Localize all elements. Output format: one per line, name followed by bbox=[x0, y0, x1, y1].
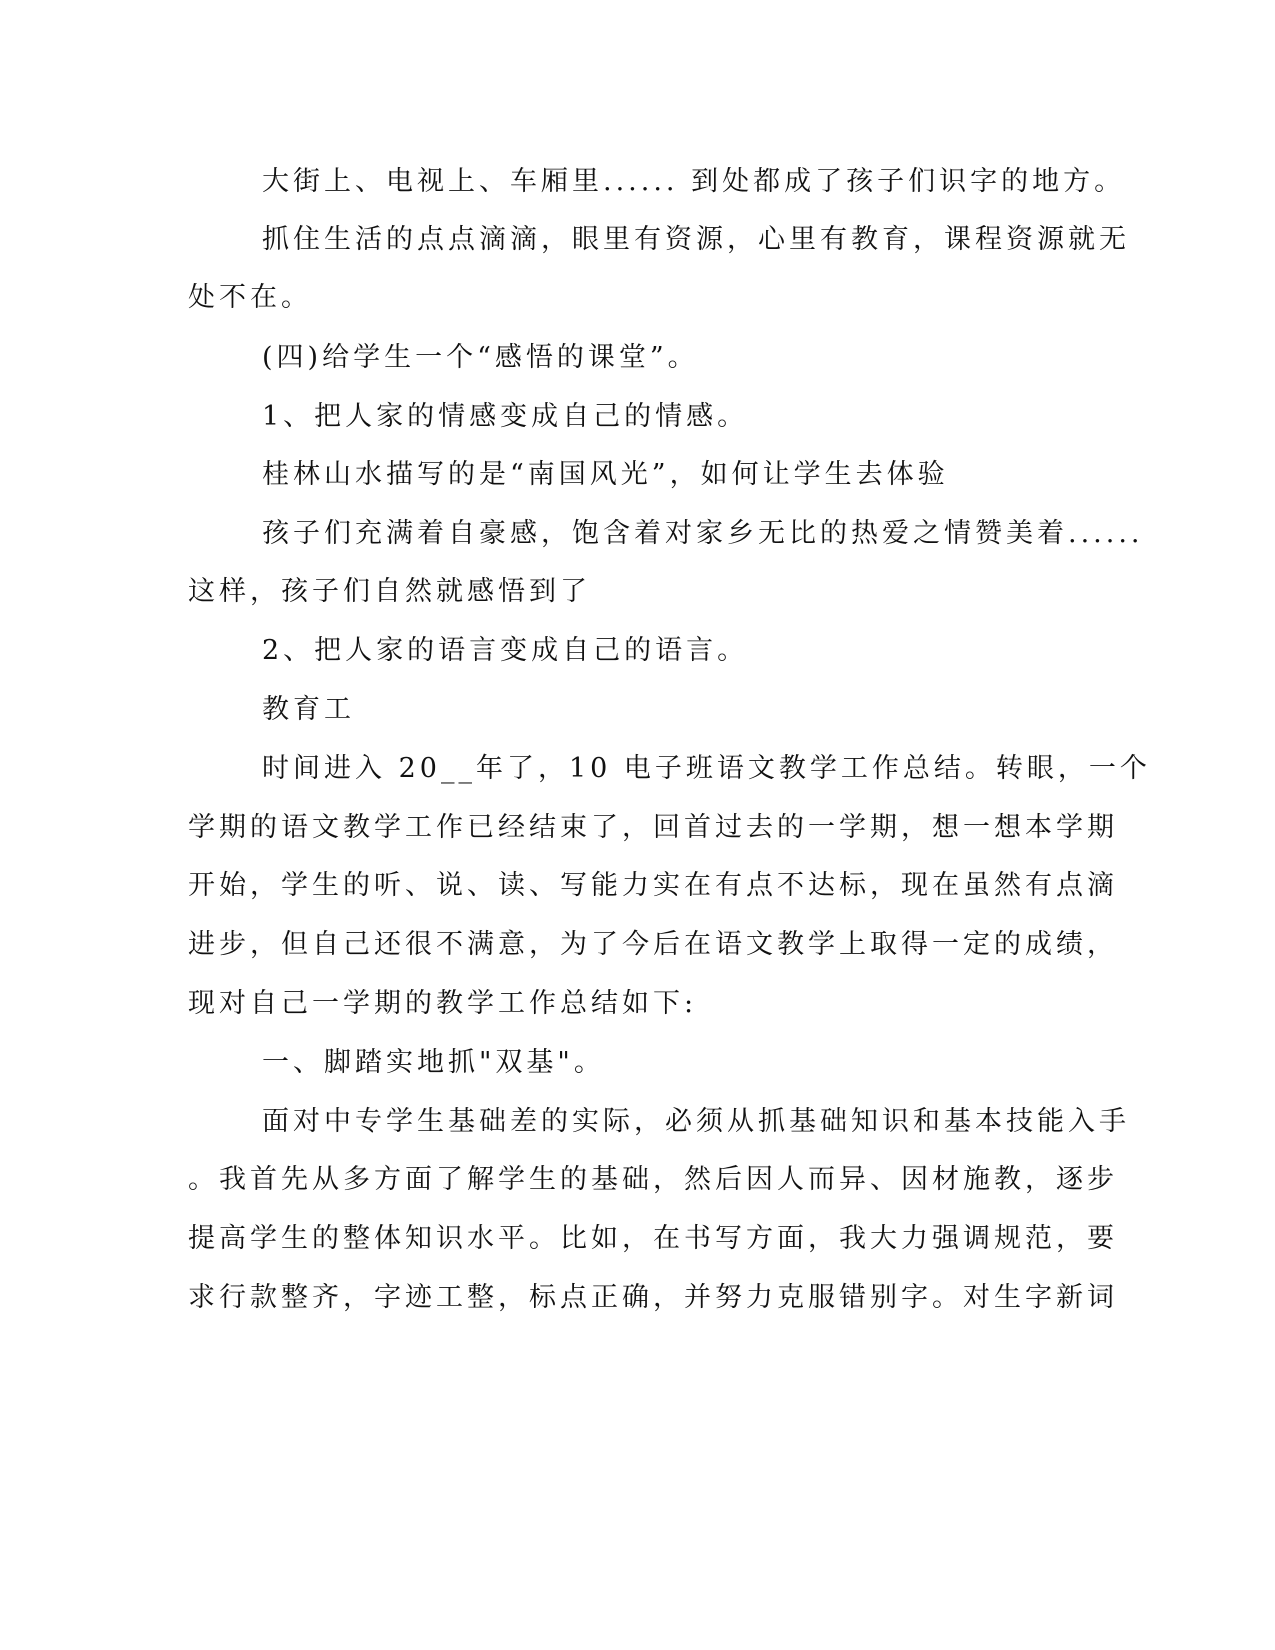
text-line: 面对中专学生基础差的实际，必须从抓基础知识和基本技能入手 bbox=[262, 1106, 1130, 1137]
subheading: 1、把人家的情感变成自己的情感。 bbox=[262, 401, 749, 432]
text-line: 教育工 bbox=[262, 694, 355, 725]
text-line: 处不在。 bbox=[188, 282, 312, 313]
text-line: 大街上、电视上、车厢里...... 到处都成了孩子们识字的地方。 bbox=[262, 166, 1126, 197]
text-line: 时间进入 20__年了，10 电子班语文教学工作总结。转眼，一个 bbox=[262, 753, 1151, 784]
text-line: 学期的语文教学工作已经结束了，回首过去的一学期，想一想本学期 bbox=[188, 812, 1118, 843]
section-heading: (四)给学生一个“感悟的课堂”。 bbox=[262, 342, 699, 373]
text-line: 现对自己一学期的教学工作总结如下: bbox=[188, 988, 698, 1019]
text-line: 开始，学生的听、说、读、写能力实在有点不达标，现在虽然有点滴 bbox=[188, 870, 1118, 901]
text-line: 。我首先从多方面了解学生的基础，然后因人而异、因材施教，逐步 bbox=[188, 1164, 1118, 1195]
text-line: 桂林山水描写的是“南国风光”，如何让学生去体验 bbox=[262, 459, 949, 490]
text-line: 抓住生活的点点滴滴，眼里有资源，心里有教育，课程资源就无 bbox=[262, 224, 1130, 255]
text-line: 这样，孩子们自然就感悟到了 bbox=[188, 576, 591, 607]
subheading: 2、把人家的语言变成自己的语言。 bbox=[262, 635, 749, 666]
text-line: 进步，但自己还很不满意，为了今后在语文教学上取得一定的成绩， bbox=[188, 929, 1118, 960]
section-heading: 一、脚踏实地抓"双基"。 bbox=[262, 1047, 605, 1078]
text-line: 求行款整齐，字迹工整，标点正确，并努力克服错别字。对生字新词 bbox=[188, 1282, 1118, 1313]
text-line: 孩子们充满着自豪感，饱含着对家乡无比的热爱之情赞美着...... bbox=[262, 518, 1144, 549]
text-line: 提高学生的整体知识水平。比如，在书写方面，我大力强调规范，要 bbox=[188, 1223, 1118, 1254]
